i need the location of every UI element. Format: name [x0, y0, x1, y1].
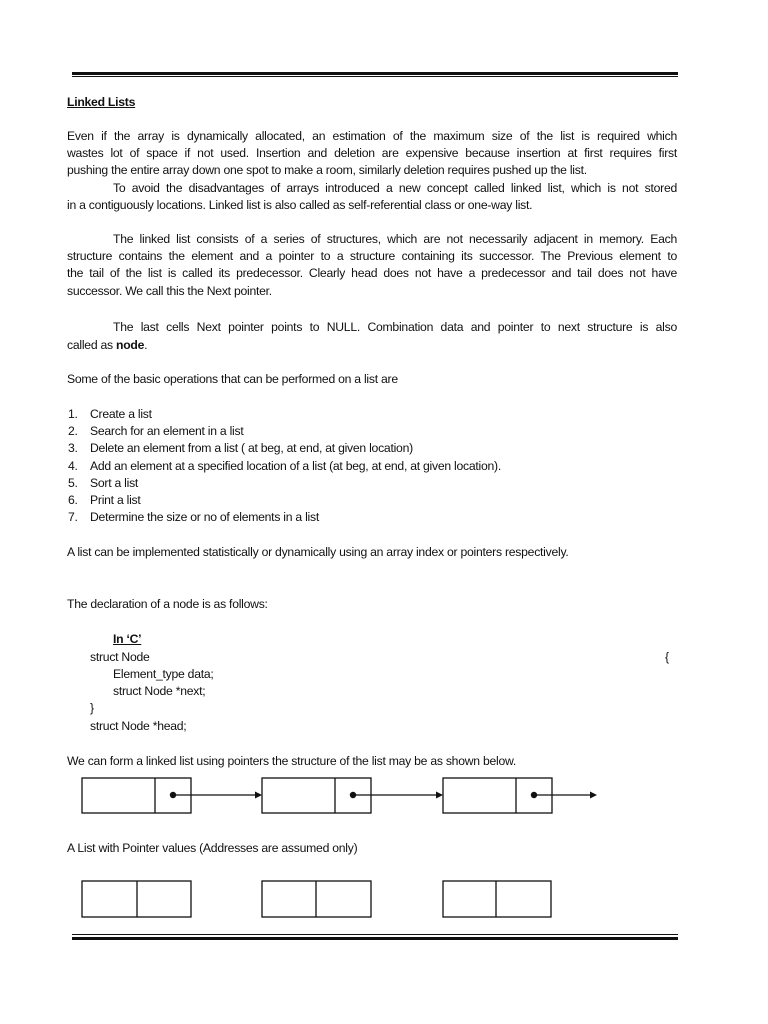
list-item: Delete an element from a list ( at beg, at end, at given location) [90, 441, 413, 456]
pointer-dot [170, 792, 176, 798]
list-item-number: 5. [68, 475, 78, 490]
list-item-number: 1. [68, 407, 78, 421]
para2-line: in a contiguously locations. Linked list is also called as self-referential class or one-way list. [67, 198, 533, 212]
para3-line: The linked list consists of a series of structures, which are not necessarily adjacent in memory. Each [113, 232, 677, 246]
arrowhead [436, 792, 443, 799]
implementation-text: A list can be implemented statistically or dynamically using an array index or pointers respectively. [67, 545, 569, 559]
code-line: struct Node [90, 650, 150, 664]
list-item: Print a list [90, 493, 141, 507]
para3-line: the tail of the list is called its predecessor. Clearly head does not have a predecessor and tail does not have [67, 266, 677, 280]
text: called as [67, 338, 116, 352]
para1-line: Even if the array is dynamically allocated, an estimation of the maximum size of the list is required which [67, 129, 677, 143]
code-line: struct Node *head; [90, 719, 187, 733]
list-item-number: 7. [68, 510, 78, 525]
list-item-number: 6. [68, 493, 78, 507]
list-item-number: 2. [68, 424, 78, 439]
para2-line: To avoid the disadvantages of arrays introduced a new concept called linked list, which is not stored [113, 181, 677, 195]
code-line: Element_type data; [113, 667, 214, 681]
list-item-number: 3. [68, 441, 78, 456]
code-line: struct Node *next; [113, 684, 206, 698]
list-item: Determine the size or no of elements in a list [90, 510, 319, 525]
para3-line: successor. We call this the Next pointer. [67, 284, 272, 298]
diagram-caption: We can form a linked list using pointers the structure of the list may be as shown below. [67, 754, 517, 768]
node-box [443, 881, 551, 917]
pointer-caption: A List with Pointer values (Addresses are assumed only) [67, 841, 358, 855]
bottom-rule-thin [72, 934, 678, 935]
declaration-intro: The declaration of a node is as follows: [67, 597, 268, 611]
para1-line: wastes lot of space if not used. Insertion and deletion are expensive because insertion at first requires first [67, 146, 677, 160]
code-open-brace: { [665, 650, 669, 664]
list-item: Add an element at a specified location of a list (at beg, at end, at given location). [90, 458, 501, 473]
para4-line: The last cells Next pointer points to NULL. Combination data and pointer to next structure is also [113, 320, 677, 334]
arrowhead [590, 792, 597, 799]
list-item-number: 4. [68, 458, 78, 473]
list-item: Sort a list [90, 475, 139, 490]
ops-intro: Some of the basic operations that can be performed on a list are [67, 372, 398, 386]
bottom-rule [72, 937, 678, 940]
pointer-dot [531, 792, 537, 798]
para3-line: structure contains the element and a pointer to a structure containing its successor. The Previous element to [67, 249, 677, 263]
section-title: Linked Lists [67, 95, 136, 109]
para1-line: pushing the entire array down one spot to make a room, similarly deletion requires pushed up the list. [67, 163, 587, 177]
code-close-brace: } [90, 701, 94, 715]
text: . [144, 338, 148, 352]
node-term: node [116, 338, 145, 352]
code-lang-heading: In ‘C’ [113, 632, 142, 646]
pointer-dot [350, 792, 356, 798]
list-item: Create a list [90, 407, 152, 421]
list-item: Search for an element in a list [90, 424, 244, 439]
arrowhead [255, 792, 262, 799]
